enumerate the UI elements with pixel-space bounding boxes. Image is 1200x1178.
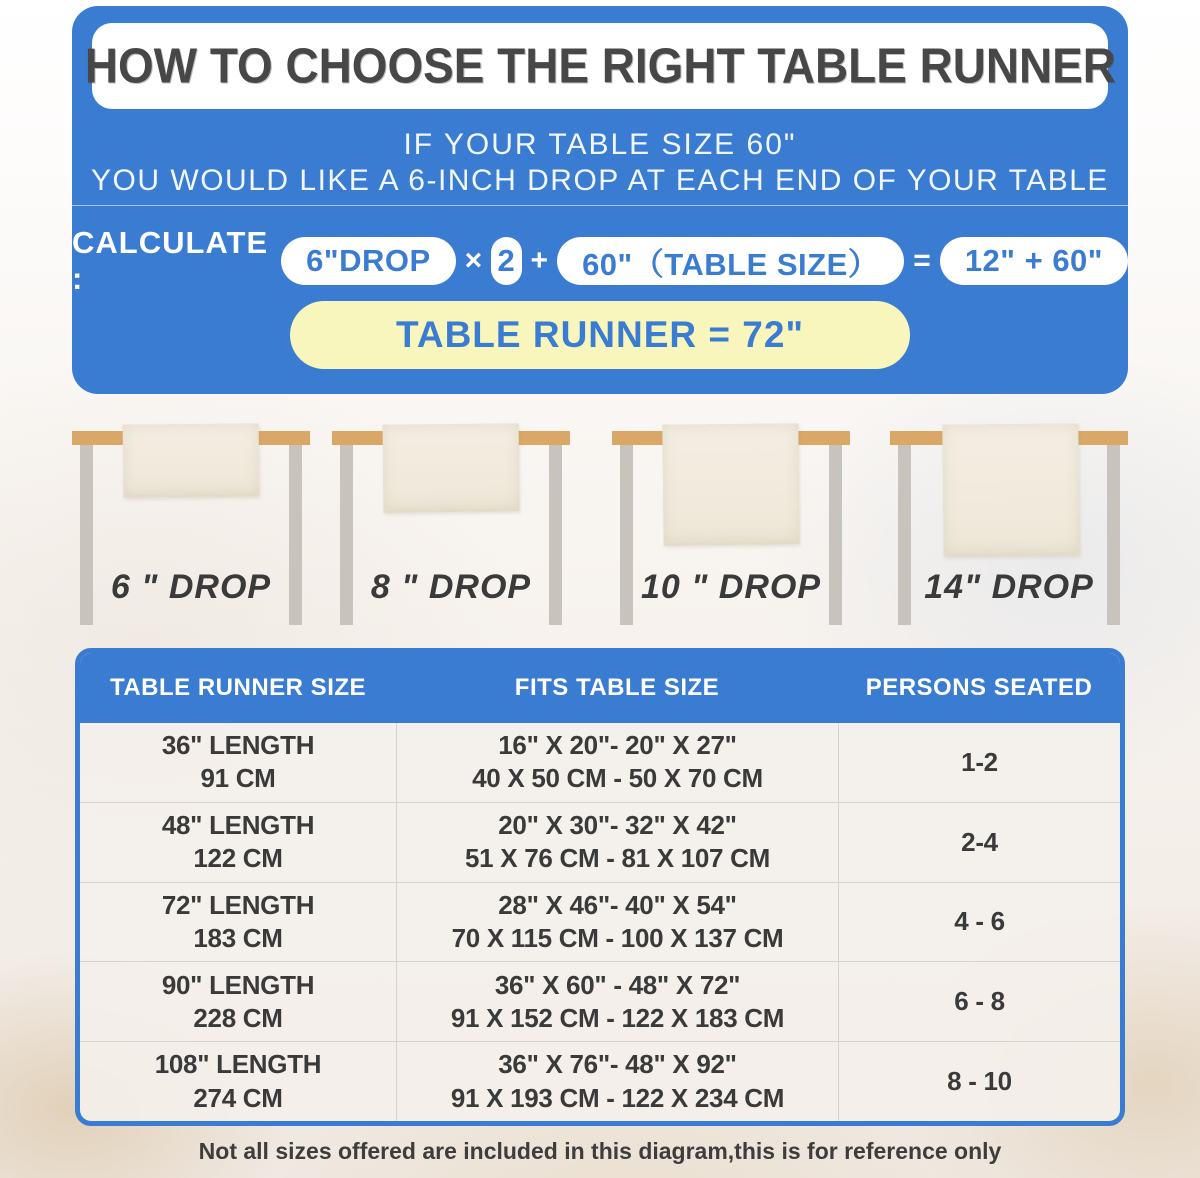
table-figure-8-inch-drop bbox=[332, 420, 570, 626]
page-title: HOW TO CHOOSE THE RIGHT TABLE RUNNER bbox=[84, 37, 1116, 94]
equals-operator: = bbox=[913, 244, 931, 277]
multiply-operator: × bbox=[464, 244, 483, 277]
runner-size-cell: 108" LENGTH 274 CM bbox=[154, 1049, 322, 1113]
runner-illustration bbox=[383, 423, 520, 512]
drop-value-pill: 6"DROP bbox=[281, 237, 456, 285]
persons-cell: 1-2 bbox=[838, 723, 1120, 802]
header-persons-seated: PERSONS SEATED bbox=[865, 674, 1093, 701]
title-box bbox=[84, 23, 1116, 109]
table-figure-10-inch-drop bbox=[612, 420, 850, 626]
persons-cell: 8 - 10 bbox=[838, 1042, 1120, 1121]
reference-footnote: Not all sizes offered are included in this diagram,this is for reference only bbox=[198, 1138, 1002, 1164]
runner-size-cell: 90" LENGTH 228 CM bbox=[161, 969, 315, 1033]
multiplier-pill: 2 bbox=[491, 237, 521, 285]
plus-operator: + bbox=[530, 244, 549, 277]
persons-cell: 2-4 bbox=[838, 803, 1120, 882]
persons-cell: 4 - 6 bbox=[838, 883, 1120, 962]
runner-illustration bbox=[662, 423, 799, 545]
persons-cell: 6 - 8 bbox=[838, 962, 1120, 1041]
fits-size-cell: 28" X 46"- 40" X 54" 70 X 115 CM - 100 X 137 CM bbox=[396, 883, 838, 962]
subtitle-line1: IF YOUR TABLE SIZE 60" bbox=[403, 128, 797, 161]
size-chart-body bbox=[80, 723, 1120, 1121]
size-chart bbox=[75, 648, 1125, 1126]
runner-illustration bbox=[123, 423, 260, 497]
runner-size-cell: 72" LENGTH 183 CM bbox=[161, 889, 315, 953]
size-chart-header bbox=[80, 653, 1120, 723]
sum-pill: 12" + 60" bbox=[940, 237, 1128, 285]
drop-label: 8 " DROP bbox=[370, 568, 532, 606]
fits-size-cell: 16" X 20"- 20" X 27" 40 X 50 CM - 50 X 70 CM bbox=[396, 723, 838, 802]
table-row bbox=[80, 882, 1120, 962]
table-size-pill: 60"（TABLE SIZE） bbox=[557, 237, 904, 285]
runner-size-cell: 48" LENGTH 122 CM bbox=[161, 809, 315, 874]
table-figure-6-inch-drop bbox=[72, 420, 310, 626]
subtitle-line2: YOU WOULD LIKE A 6-INCH DROP AT EACH END OF YOUR TABLE bbox=[91, 164, 1109, 197]
drop-label: 10 " DROP bbox=[640, 568, 822, 606]
header-banner bbox=[72, 6, 1128, 394]
table-row bbox=[80, 1041, 1120, 1121]
calculation-row bbox=[72, 225, 1128, 296]
table-row bbox=[80, 961, 1120, 1041]
runner-size-cell: 36" LENGTH 91 CM bbox=[161, 730, 315, 794]
table-row bbox=[80, 723, 1120, 802]
banner-divider bbox=[72, 205, 1128, 206]
fits-size-cell: 36" X 60" - 48" X 72" 91 X 152 CM - 122 X 183 CM bbox=[396, 962, 838, 1041]
table-row bbox=[80, 802, 1120, 882]
fits-size-cell: 20" X 30"- 32" X 42" 51 X 76 CM - 81 X 107 CM bbox=[396, 803, 838, 882]
header-runner-size: TABLE RUNNER SIZE bbox=[109, 674, 367, 701]
table-figure-14-inch-drop bbox=[890, 420, 1128, 626]
drop-label: 14" DROP bbox=[924, 568, 1094, 606]
calculate-label: CALCULATE : bbox=[72, 225, 269, 296]
result-pill bbox=[290, 301, 910, 369]
drop-label: 6 " DROP bbox=[110, 568, 272, 606]
runner-illustration bbox=[942, 423, 1079, 556]
header-fits-table-size: FITS TABLE SIZE bbox=[514, 674, 720, 701]
result-text: TABLE RUNNER = 72" bbox=[396, 314, 804, 355]
fits-size-cell: 36" X 76"- 48" X 92" 91 X 193 CM - 122 X 234 CM bbox=[396, 1042, 838, 1121]
